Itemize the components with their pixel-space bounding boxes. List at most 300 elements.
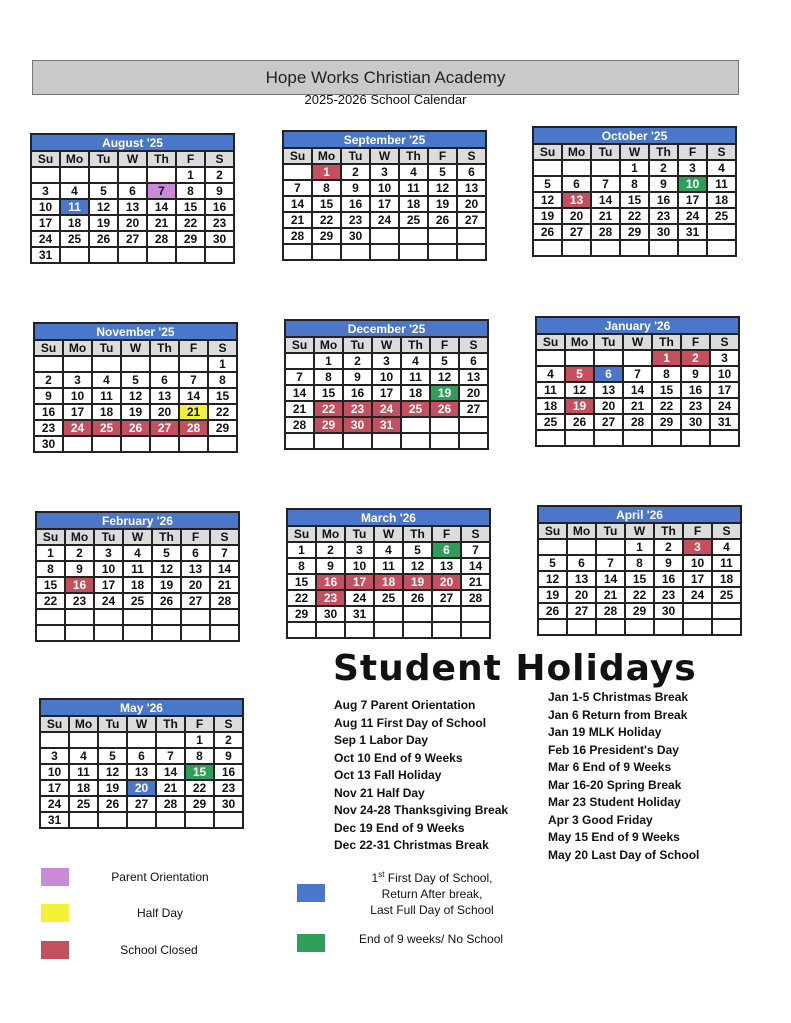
weekday-header: F — [428, 148, 457, 164]
day-cell: 25 — [69, 796, 98, 812]
holiday-item: Mar 16-20 Spring Break — [548, 777, 682, 792]
day-cell: 2 — [649, 160, 678, 176]
day-cell: 10 — [94, 561, 123, 577]
day-cell: 2 — [34, 372, 63, 388]
day-cell: 5 — [533, 176, 562, 192]
weekday-header: Tu — [596, 523, 625, 539]
holiday-item: Dec 19 End of 9 Weeks — [334, 820, 465, 835]
month-grid — [532, 143, 737, 257]
month-november — [33, 322, 238, 453]
empty-cell — [94, 609, 123, 625]
day-cell: 4 — [69, 748, 98, 764]
weekday-header: Mo — [562, 144, 591, 160]
day-cell: 3 — [63, 372, 92, 388]
day-cell: 20 — [432, 574, 461, 590]
month-may — [39, 698, 244, 829]
day-cell: 20 — [594, 398, 623, 414]
month-grid — [39, 715, 244, 829]
empty-cell — [594, 430, 623, 446]
empty-cell — [127, 732, 156, 748]
holiday-item: Dec 22-31 Christmas Break — [334, 838, 489, 852]
day-cell: 2 — [681, 350, 710, 366]
day-cell: 14 — [461, 558, 490, 574]
weekday-header: F — [681, 334, 710, 350]
day-cell: 10 — [40, 764, 69, 780]
empty-cell — [150, 436, 179, 452]
weekday-header: W — [118, 151, 147, 167]
day-cell: 22 — [312, 212, 341, 228]
day-cell: 21 — [210, 577, 239, 593]
day-cell: 14 — [156, 764, 185, 780]
empty-cell — [459, 417, 488, 433]
weekday-header: F — [179, 340, 208, 356]
empty-cell — [623, 350, 652, 366]
day-cell: 9 — [205, 183, 234, 199]
empty-cell — [285, 353, 314, 369]
empty-cell — [654, 619, 683, 635]
day-cell: 26 — [565, 414, 594, 430]
weekday-header: F — [185, 716, 214, 732]
day-cell: 29 — [625, 603, 654, 619]
weekday-header: F — [678, 144, 707, 160]
day-cell: 13 — [457, 180, 486, 196]
day-cell: 13 — [118, 199, 147, 215]
day-cell: 12 — [565, 382, 594, 398]
empty-cell — [316, 622, 345, 638]
day-cell: 12 — [538, 571, 567, 587]
day-cell: 15 — [208, 388, 237, 404]
day-cell: 7 — [285, 369, 314, 385]
day-cell: 3 — [678, 160, 707, 176]
day-cell: 20 — [127, 780, 156, 796]
weekday-header: Mo — [63, 340, 92, 356]
weekday-header: F — [432, 526, 461, 542]
empty-cell — [562, 160, 591, 176]
day-cell: 18 — [123, 577, 152, 593]
weekday-header: Mo — [65, 529, 94, 545]
weekday-header: S — [208, 340, 237, 356]
legend-first-day-line3: Last Full Day of School — [370, 903, 494, 917]
empty-cell — [401, 417, 430, 433]
day-cell: 11 — [399, 180, 428, 196]
weekday-header: Tu — [98, 716, 127, 732]
weekday-header: Th — [649, 144, 678, 160]
weekday-header: Th — [147, 151, 176, 167]
day-cell: 17 — [710, 382, 739, 398]
empty-cell — [594, 350, 623, 366]
day-cell: 3 — [372, 353, 401, 369]
day-cell: 6 — [594, 366, 623, 382]
day-cell: 23 — [316, 590, 345, 606]
weekday-header: Th — [403, 526, 432, 542]
day-cell: 9 — [654, 555, 683, 571]
day-cell: 22 — [620, 208, 649, 224]
day-cell: 4 — [707, 160, 736, 176]
day-cell: 23 — [649, 208, 678, 224]
month-title: February '26 — [35, 511, 240, 528]
day-cell: 17 — [678, 192, 707, 208]
day-cell: 25 — [92, 420, 121, 436]
weekday-header: W — [127, 716, 156, 732]
empty-cell — [179, 356, 208, 372]
holiday-item: Oct 10 End of 9 Weeks — [334, 750, 463, 765]
day-cell: 18 — [374, 574, 403, 590]
holiday-item: Sep 1 Labor Day — [334, 733, 429, 747]
day-cell: 24 — [31, 231, 60, 247]
legend-label-school-closed: School Closed — [120, 943, 198, 957]
holiday-item: Jan 6 Return from Break — [548, 707, 688, 722]
empty-cell — [596, 619, 625, 635]
day-cell: 30 — [649, 224, 678, 240]
day-cell: 12 — [98, 764, 127, 780]
day-cell: 26 — [89, 231, 118, 247]
day-cell: 31 — [678, 224, 707, 240]
day-cell: 8 — [620, 176, 649, 192]
day-cell: 27 — [594, 414, 623, 430]
day-cell: 26 — [121, 420, 150, 436]
empty-cell — [649, 240, 678, 256]
weekday-header: S — [710, 334, 739, 350]
day-cell: 29 — [208, 420, 237, 436]
empty-cell — [150, 356, 179, 372]
day-cell: 30 — [214, 796, 243, 812]
day-cell: 23 — [34, 420, 63, 436]
day-cell: 12 — [533, 192, 562, 208]
day-cell: 19 — [538, 587, 567, 603]
day-cell: 20 — [150, 404, 179, 420]
day-cell: 19 — [152, 577, 181, 593]
day-cell: 18 — [707, 192, 736, 208]
day-cell: 22 — [208, 404, 237, 420]
day-cell: 14 — [285, 385, 314, 401]
day-cell: 23 — [343, 401, 372, 417]
day-cell: 5 — [565, 366, 594, 382]
day-cell: 27 — [181, 593, 210, 609]
empty-cell — [314, 433, 343, 449]
day-cell: 14 — [283, 196, 312, 212]
day-cell: 12 — [152, 561, 181, 577]
empty-cell — [712, 603, 741, 619]
day-cell: 7 — [147, 183, 176, 199]
holiday-item: Nov 21 Half Day — [334, 785, 425, 800]
day-cell: 4 — [92, 372, 121, 388]
day-cell: 4 — [536, 366, 565, 382]
day-cell: 29 — [312, 228, 341, 244]
school-name: Hope Works Christian Academy — [265, 67, 506, 87]
day-cell: 16 — [343, 385, 372, 401]
day-cell: 9 — [681, 366, 710, 382]
empty-cell — [591, 240, 620, 256]
holiday-item: Aug 11 First Day of School — [334, 715, 487, 730]
empty-cell — [399, 228, 428, 244]
month-march — [286, 508, 491, 639]
day-cell: 7 — [156, 748, 185, 764]
day-cell: 2 — [654, 539, 683, 555]
empty-cell — [536, 350, 565, 366]
day-cell: 11 — [123, 561, 152, 577]
empty-cell — [403, 622, 432, 638]
day-cell: 23 — [341, 212, 370, 228]
empty-cell — [156, 812, 185, 828]
day-cell: 29 — [287, 606, 316, 622]
empty-cell — [121, 356, 150, 372]
day-cell: 29 — [314, 417, 343, 433]
day-cell: 14 — [591, 192, 620, 208]
day-cell: 12 — [89, 199, 118, 215]
day-cell: 2 — [205, 167, 234, 183]
day-cell: 8 — [185, 748, 214, 764]
weekday-header: Tu — [341, 148, 370, 164]
day-cell: 5 — [403, 542, 432, 558]
day-cell: 3 — [370, 164, 399, 180]
day-cell: 20 — [457, 196, 486, 212]
day-cell: 11 — [60, 199, 89, 215]
weekday-header: W — [374, 526, 403, 542]
day-cell: 24 — [63, 420, 92, 436]
day-cell: 30 — [34, 436, 63, 452]
empty-cell — [152, 625, 181, 641]
day-cell: 30 — [343, 417, 372, 433]
day-cell: 10 — [63, 388, 92, 404]
day-cell: 29 — [652, 414, 681, 430]
day-cell: 24 — [370, 212, 399, 228]
empty-cell — [156, 732, 185, 748]
calendar-subtitle: 2025-2026 School Calendar — [304, 92, 467, 107]
day-cell: 12 — [428, 180, 457, 196]
day-cell: 21 — [156, 780, 185, 796]
day-cell: 1 — [36, 545, 65, 561]
weekday-header: W — [370, 148, 399, 164]
day-cell: 16 — [341, 196, 370, 212]
month-title: May '26 — [39, 698, 244, 715]
empty-cell — [92, 436, 121, 452]
day-cell: 21 — [596, 587, 625, 603]
day-cell: 25 — [374, 590, 403, 606]
day-cell: 8 — [625, 555, 654, 571]
day-cell: 27 — [562, 224, 591, 240]
day-cell: 1 — [314, 353, 343, 369]
legend-swatch-end-of-9-weeks — [297, 934, 325, 952]
day-cell: 10 — [683, 555, 712, 571]
day-cell: 23 — [681, 398, 710, 414]
month-grid — [33, 339, 238, 453]
day-cell: 15 — [36, 577, 65, 593]
holiday-item: Aug 7 Parent Orientation — [334, 698, 476, 712]
day-cell: 24 — [678, 208, 707, 224]
day-cell: 11 — [69, 764, 98, 780]
day-cell: 10 — [678, 176, 707, 192]
legend-first-day-num: 1 — [371, 871, 379, 885]
holiday-item: Feb 16 President's Day — [548, 742, 679, 757]
day-cell: 1 — [185, 732, 214, 748]
day-cell: 1 — [176, 167, 205, 183]
empty-cell — [283, 244, 312, 260]
month-august — [30, 133, 235, 264]
day-cell: 27 — [567, 603, 596, 619]
month-title: August '25 — [30, 133, 235, 150]
day-cell: 13 — [432, 558, 461, 574]
day-cell: 7 — [283, 180, 312, 196]
weekday-header: S — [205, 151, 234, 167]
day-cell: 6 — [181, 545, 210, 561]
day-cell: 26 — [403, 590, 432, 606]
day-cell: 3 — [683, 539, 712, 555]
empty-cell — [401, 433, 430, 449]
empty-cell — [370, 244, 399, 260]
day-cell: 14 — [623, 382, 652, 398]
day-cell: 8 — [652, 366, 681, 382]
weekday-header: Mo — [565, 334, 594, 350]
empty-cell — [69, 732, 98, 748]
holiday-item: Mar 6 End of 9 Weeks — [548, 760, 672, 774]
weekday-header: Th — [654, 523, 683, 539]
day-cell: 25 — [712, 587, 741, 603]
day-cell: 2 — [65, 545, 94, 561]
day-cell: 7 — [591, 176, 620, 192]
day-cell: 8 — [176, 183, 205, 199]
empty-cell — [152, 609, 181, 625]
day-cell: 15 — [287, 574, 316, 590]
empty-cell — [123, 609, 152, 625]
empty-cell — [283, 164, 312, 180]
day-cell: 26 — [430, 401, 459, 417]
day-cell: 16 — [316, 574, 345, 590]
empty-cell — [430, 417, 459, 433]
day-cell: 3 — [31, 183, 60, 199]
day-cell: 2 — [341, 164, 370, 180]
empty-cell — [147, 167, 176, 183]
day-cell: 26 — [538, 603, 567, 619]
day-cell: 6 — [567, 555, 596, 571]
day-cell: 9 — [341, 180, 370, 196]
day-cell: 12 — [430, 369, 459, 385]
weekday-header: Th — [652, 334, 681, 350]
empty-cell — [565, 430, 594, 446]
day-cell: 17 — [370, 196, 399, 212]
day-cell: 18 — [399, 196, 428, 212]
empty-cell — [538, 539, 567, 555]
month-grid — [284, 336, 489, 450]
day-cell: 10 — [710, 366, 739, 382]
empty-cell — [341, 244, 370, 260]
weekday-header: Tu — [345, 526, 374, 542]
legend-first-day-line2: Return After break, — [381, 887, 483, 901]
empty-cell — [176, 247, 205, 263]
day-cell: 25 — [399, 212, 428, 228]
day-cell: 6 — [562, 176, 591, 192]
day-cell: 17 — [683, 571, 712, 587]
empty-cell — [208, 436, 237, 452]
day-cell: 29 — [620, 224, 649, 240]
weekday-header: Su — [283, 148, 312, 164]
day-cell: 13 — [127, 764, 156, 780]
day-cell: 11 — [707, 176, 736, 192]
empty-cell — [210, 625, 239, 641]
empty-cell — [625, 619, 654, 635]
day-cell: 11 — [92, 388, 121, 404]
day-cell: 23 — [214, 780, 243, 796]
day-cell: 16 — [681, 382, 710, 398]
day-cell: 21 — [461, 574, 490, 590]
weekday-header: F — [181, 529, 210, 545]
day-cell: 8 — [312, 180, 341, 196]
day-cell: 19 — [565, 398, 594, 414]
day-cell: 3 — [710, 350, 739, 366]
day-cell: 15 — [625, 571, 654, 587]
day-cell: 20 — [562, 208, 591, 224]
weekday-header: W — [625, 523, 654, 539]
empty-cell — [63, 356, 92, 372]
day-cell: 16 — [649, 192, 678, 208]
day-cell: 27 — [457, 212, 486, 228]
day-cell: 27 — [150, 420, 179, 436]
day-cell: 24 — [94, 593, 123, 609]
day-cell: 27 — [118, 231, 147, 247]
weekday-header: Tu — [594, 334, 623, 350]
empty-cell — [399, 244, 428, 260]
month-grid — [35, 528, 240, 642]
empty-cell — [533, 160, 562, 176]
empty-cell — [214, 812, 243, 828]
day-cell: 28 — [591, 224, 620, 240]
day-cell: 17 — [63, 404, 92, 420]
day-cell: 31 — [710, 414, 739, 430]
month-title: October '25 — [532, 126, 737, 143]
day-cell: 26 — [428, 212, 457, 228]
day-cell: 22 — [287, 590, 316, 606]
day-cell: 12 — [121, 388, 150, 404]
holiday-item: Jan 19 MLK Holiday — [548, 725, 662, 739]
empty-cell — [34, 356, 63, 372]
empty-cell — [60, 167, 89, 183]
day-cell: 22 — [185, 780, 214, 796]
empty-cell — [681, 430, 710, 446]
day-cell: 24 — [345, 590, 374, 606]
day-cell: 8 — [36, 561, 65, 577]
weekday-header: Su — [285, 337, 314, 353]
day-cell: 13 — [567, 571, 596, 587]
day-cell: 9 — [34, 388, 63, 404]
day-cell: 7 — [210, 545, 239, 561]
day-cell: 13 — [562, 192, 591, 208]
day-cell: 20 — [181, 577, 210, 593]
day-cell: 6 — [127, 748, 156, 764]
day-cell: 25 — [123, 593, 152, 609]
empty-cell — [461, 606, 490, 622]
weekday-header: S — [457, 148, 486, 164]
day-cell: 30 — [681, 414, 710, 430]
weekday-header: Su — [36, 529, 65, 545]
weekday-header: Su — [31, 151, 60, 167]
day-cell: 4 — [399, 164, 428, 180]
empty-cell — [533, 240, 562, 256]
holiday-item: Apr 3 Good Friday — [548, 812, 653, 827]
day-cell: 19 — [121, 404, 150, 420]
day-cell: 6 — [118, 183, 147, 199]
month-grid — [535, 333, 740, 447]
empty-cell — [712, 619, 741, 635]
legend-swatch-school-closed — [41, 941, 69, 959]
empty-cell — [89, 167, 118, 183]
legend-swatch-parent-orientation — [41, 868, 69, 886]
day-cell: 28 — [179, 420, 208, 436]
day-cell: 3 — [345, 542, 374, 558]
empty-cell — [538, 619, 567, 635]
empty-cell — [287, 622, 316, 638]
day-cell: 11 — [536, 382, 565, 398]
month-title: April '26 — [537, 505, 742, 522]
day-cell: 19 — [403, 574, 432, 590]
